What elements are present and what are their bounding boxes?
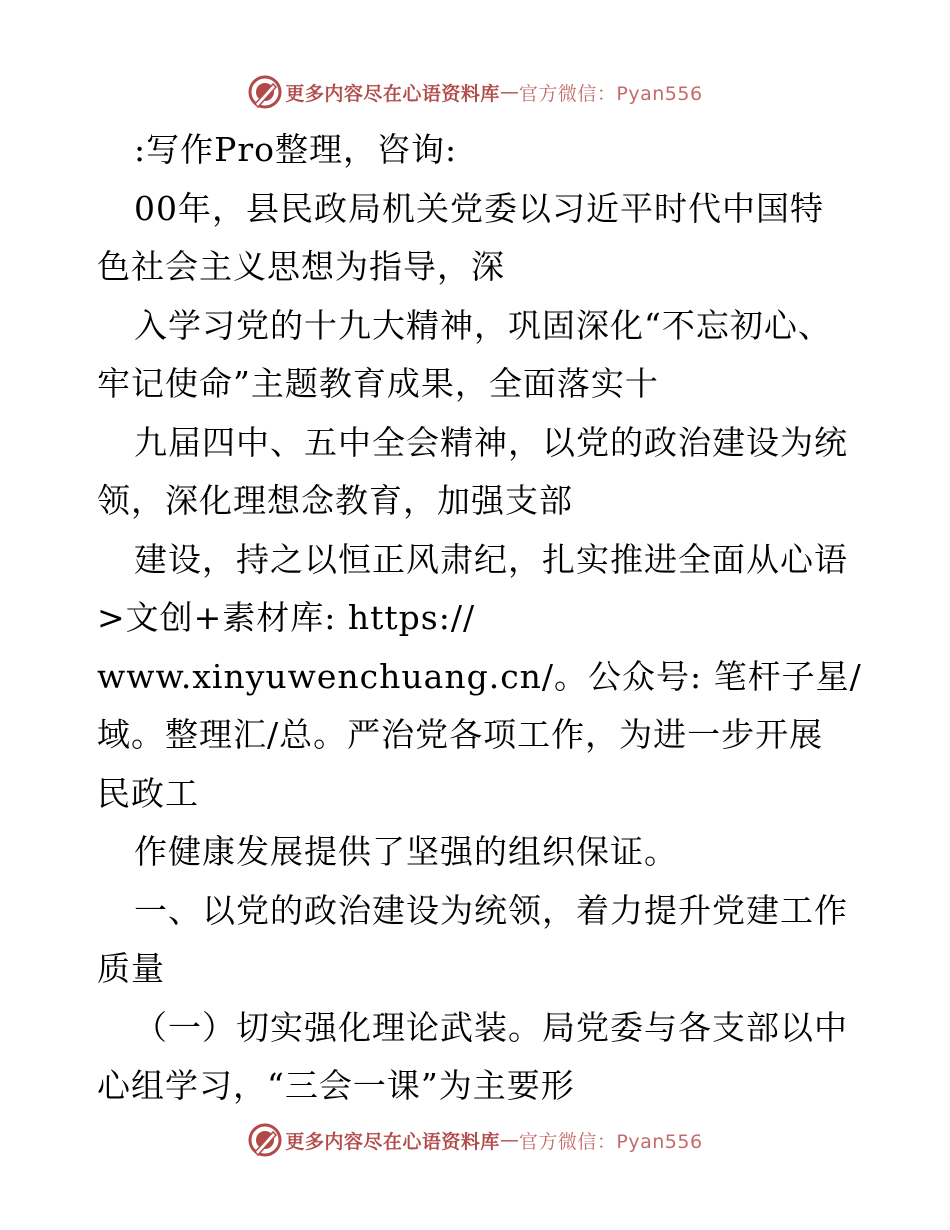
body-line: 00年，县民政局机关党委以习近平时代中国特 <box>134 188 824 228</box>
body-line: www.xinyuwenchuang.cn/。公众号: 笔杆子星/ <box>97 656 862 696</box>
watermark-wechat-text: 官方微信：Pyan556 <box>518 1130 703 1153</box>
subsection-line: （一）切实强化理论武装。局党委与各支部以中 <box>134 1007 848 1047</box>
body-line: 建设，持之以恒正风肃纪，扎实推进全面从心语 <box>134 539 848 579</box>
watermark-dash: — <box>499 1129 519 1151</box>
section-heading: 一、以党的政治建设为统领，着力提升党建工作 <box>134 890 848 930</box>
watermark-brand-text: 更多内容尽在心语资料库 <box>285 1130 500 1153</box>
pen-logo-icon <box>247 1122 283 1158</box>
body-line: 入学习党的十九大精神，巩固深化“不忘初心、 <box>134 305 832 345</box>
body-line: 民政工 <box>97 773 199 813</box>
header-watermark <box>0 72 950 112</box>
footer-watermark <box>0 1120 950 1160</box>
watermark-brand-text: 更多内容尽在心语资料库 <box>285 82 500 105</box>
body-line: 九届四中、五中全会精神，以党的政治建设为统 <box>134 422 848 462</box>
body-line: >文创+素材库: https:// <box>97 598 476 637</box>
body-line: 牢记使命”主题教育成果，全面落实十 <box>97 364 659 403</box>
watermark-dash: — <box>499 81 519 103</box>
watermark-wechat-text: 官方微信：Pyan556 <box>518 82 703 105</box>
body-line: 心组学习，“三会一课”为主要形 <box>97 1066 575 1105</box>
section-heading-cont: 质量 <box>97 949 165 988</box>
pen-logo-icon <box>247 74 283 110</box>
body-line: 域。整理汇/总。严治党各项工作，为进一步开展 <box>97 715 824 754</box>
body-line: 领，深化理想念教育，加强支部 <box>97 481 573 520</box>
document-body <box>97 121 867 1116</box>
body-line: :写作Pro整理，咨询: <box>134 130 458 169</box>
body-line: 作健康发展提供了坚强的组织保证。 <box>134 832 678 871</box>
body-line: 色社会主义思想为指导，深 <box>97 247 505 286</box>
